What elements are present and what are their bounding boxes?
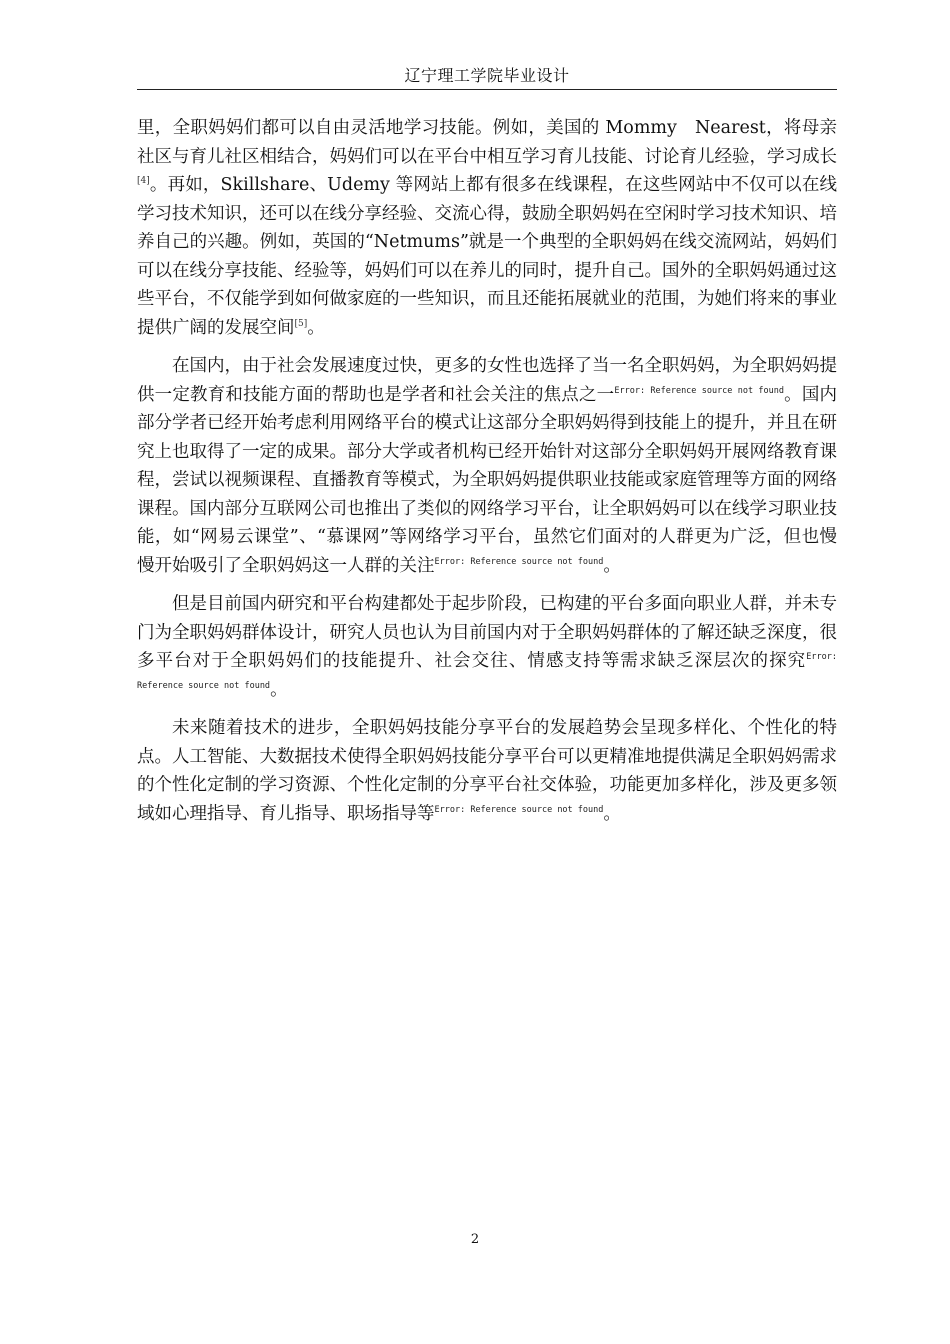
page-header bbox=[137, 66, 837, 90]
citation-link[interactable]: [5] bbox=[294, 318, 308, 329]
page-number: 2 bbox=[470, 1232, 480, 1247]
paragraph-3 bbox=[137, 590, 837, 704]
paragraph-text: 。 bbox=[270, 679, 288, 700]
paragraph-text: 但是目前国内研究和平台构建都处于起步阶段，已构建的平台多面向职业人群，并未专门为全职妈妈群体设计，研究人员也认为目前国内对于全职妈妈群体的了解还缺乏深度，很多平台对于全职妈妈们的技能提升、社会交往、情感支持等需求缺乏深层次的探究 bbox=[137, 594, 837, 671]
paragraph-text: 。国内部分学者已经开始考虑利用网络平台的模式让这部分全职妈妈得到技能上的提升，并且在研究上也取得了一定的成果。部分大学或者机构已经开始针对这部分全职妈妈开展网络教育课程，尝试以视频课程、直播教育等模式，为全职妈妈提供职业技能或家庭管理等方面的网络课程。国内部分互联网公司也推出了类似的网络学习平台，让全职妈妈可以在线学习职业技能，如“网易云课堂”、“慕课网”等网络学习平台，虽然它们面对的人群更为广泛，但也慢慢开始吸引了全职妈妈这一人群的关注 bbox=[137, 384, 838, 576]
reference-error: Error: Reference source not found bbox=[614, 385, 784, 396]
paragraph-text: 。 bbox=[307, 317, 325, 338]
paragraph-text: 在国内，由于社会发展速度过快，更多的女性也选择了当一名全职妈妈，为全职妈妈提供一定教育和技能方面的帮助也是学者和社会关注的焦点之一 bbox=[137, 356, 837, 405]
reference-error: Error: Reference source not found bbox=[137, 652, 837, 691]
document-body bbox=[137, 114, 837, 838]
reference-error: Error: Reference source not found bbox=[434, 556, 604, 567]
paragraph-text: 。再如，Skillshare、Udemy 等网站上都有很多在线课程，在这些网站中不仅可以在线学习技术知识，还可以在线分享经验、交流心得，鼓励全职妈妈在空闲时学习技术知识、培养自己的兴趣。例如，英国的“Netmums”就是一个典型的全职妈妈在线交流网站，妈妈们可以在线分享技能、经验等，妈妈们可以在养儿的同时，提升自己。国外的全职妈妈通过这些平台，不仅能学到如何做家庭的一些知识，而且还能拓展就业的范围，为她们将来的事业提供广阔的发展空间 bbox=[137, 175, 837, 338]
paragraph-text: 。 bbox=[603, 803, 621, 824]
paragraph-text: 。 bbox=[603, 555, 621, 576]
paragraph-4 bbox=[137, 714, 837, 828]
paragraph-1 bbox=[137, 114, 837, 342]
paragraph-2 bbox=[137, 352, 837, 580]
reference-error: Error: Reference source not found bbox=[434, 804, 604, 815]
header-title: 辽宁理工学院毕业设计 bbox=[404, 66, 570, 85]
page-footer bbox=[0, 1232, 950, 1248]
paragraph-text: 里，全职妈妈们都可以自由灵活地学习技能。例如，美国的 Mommy Nearest，将母亲社区与育儿社区相结合，妈妈们可以在平台中相互学习育儿技能、讨论育儿经验，学习成长 bbox=[137, 118, 837, 167]
paragraph-text: 未来随着技术的进步，全职妈妈技能分享平台的发展趋势会呈现多样化、个性化的特点。人工智能、大数据技术使得全职妈妈技能分享平台可以更精准地提供满足全职妈妈需求的个性化定制的学习资源、个性化定制的分享平台社交体验，功能更加多样化，涉及更多领域如心理指导、育儿指导、职场指导等 bbox=[137, 718, 837, 824]
citation-link[interactable]: [4] bbox=[137, 176, 150, 187]
